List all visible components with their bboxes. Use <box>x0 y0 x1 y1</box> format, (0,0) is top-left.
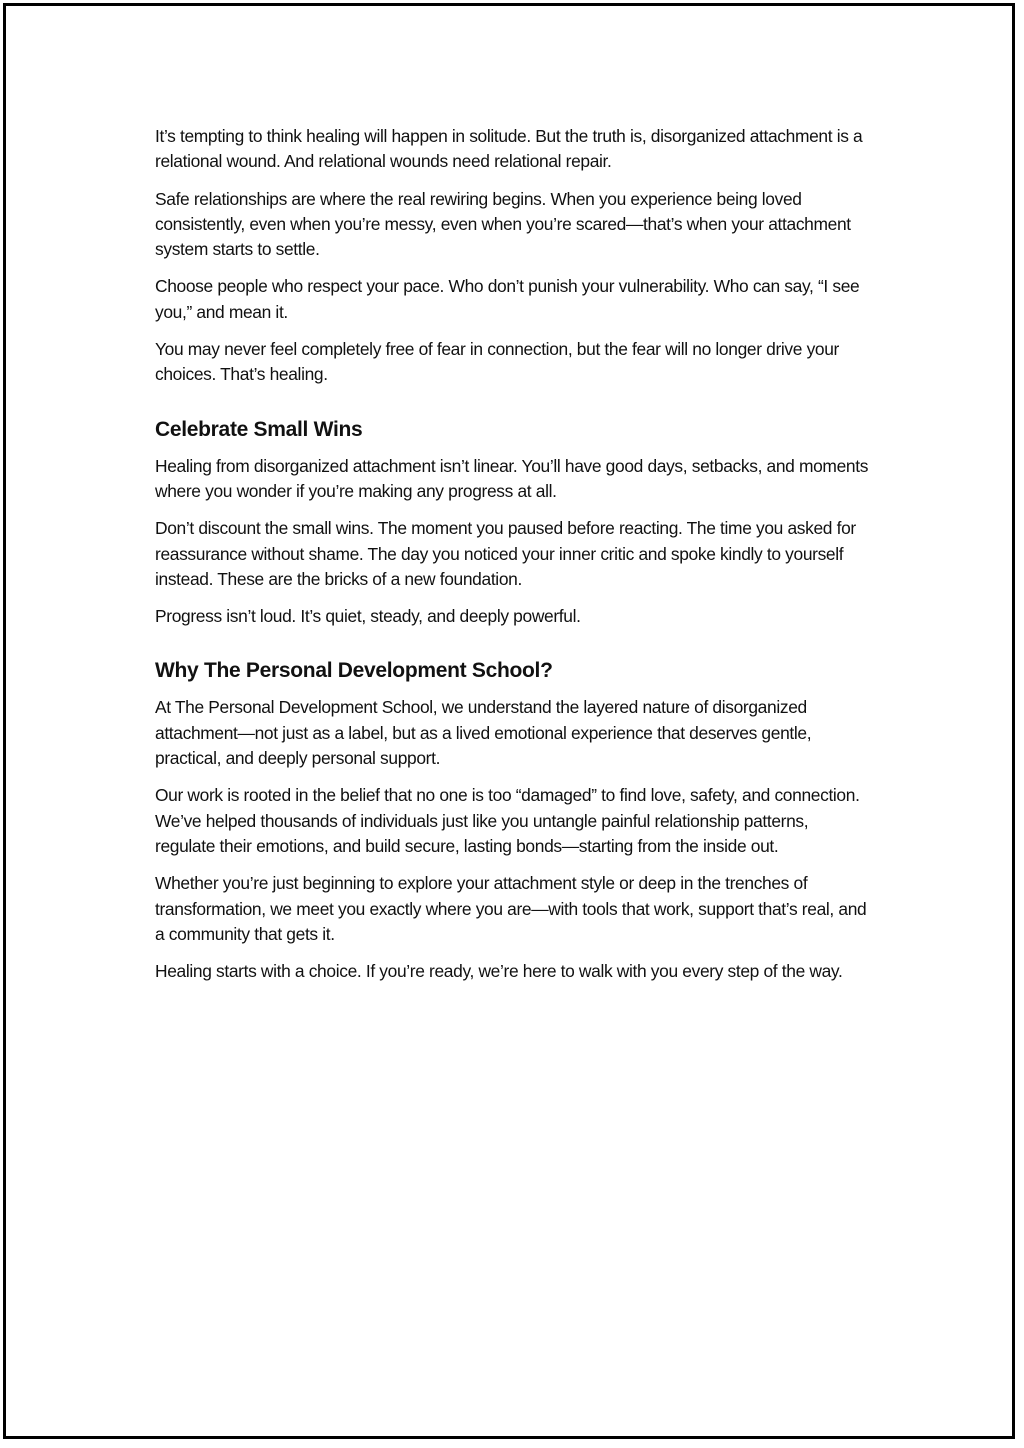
section-heading: Celebrate Small Wins <box>155 417 363 441</box>
paragraph: Healing from disorganized attachment isn’t linear. You’ll have good days, setbacks, and moments where you wonder if you’re making any progress at all. <box>155 455 869 501</box>
paragraph: Healing starts with a choice. If you’re ready, we’re here to walk with you every step of the way. <box>155 961 843 982</box>
paragraph: You may never feel completely free of fear in connection, but the fear will no longer drive your choices. That’s healing. <box>155 339 840 385</box>
paragraph: Whether you’re just beginning to explore your attachment style or deep in the trenches of transformation, we meet you exactly where you are—with tools that work, support that’s real, and a community that gets it. <box>155 873 867 944</box>
paragraph: Progress isn’t loud. It’s quiet, steady, and deeply powerful. <box>155 606 581 627</box>
paragraph: Our work is rooted in the belief that no one is too “damaged” to find love, safety, and connection. We’ve helped thousands of individuals just like you untangle painful relationship patterns, regulate their emotions, and build secure, lasting bonds—starting from the inside out. <box>155 785 860 856</box>
paragraph: It’s tempting to think healing will happen in solitude. But the truth is, disorganized attachment is a relational wound. And relational wounds need relational repair. <box>155 126 863 172</box>
paragraph: At The Personal Development School, we understand the layered nature of disorganized attachment—not just as a label, but as a lived emotional experience that deserves gentle, practical, and deeply personal support. <box>155 697 812 769</box>
section-why-pds <box>155 657 869 984</box>
paragraph: Don’t discount the small wins. The moment you paused before reacting. The time you asked for reassurance without shame. The day you noticed your inner critic and spoke kindly to yourself instead. These are the bricks of a new foundation. <box>155 518 856 589</box>
paragraph: Safe relationships are where the real rewiring begins. When you experience being loved consistently, even when you’re messy, even when you’re scared—that’s when your attachment system starts to settle. <box>155 188 851 260</box>
section-heading: Why The Personal Development School? <box>155 659 553 683</box>
section-relational-repair <box>155 124 869 388</box>
section-celebrate-small-wins <box>155 416 869 630</box>
paragraph: Choose people who respect your pace. Who don’t punish your vulnerability. Who can say, “I see you,” and mean it. <box>155 276 860 322</box>
document-body <box>155 124 869 996</box>
